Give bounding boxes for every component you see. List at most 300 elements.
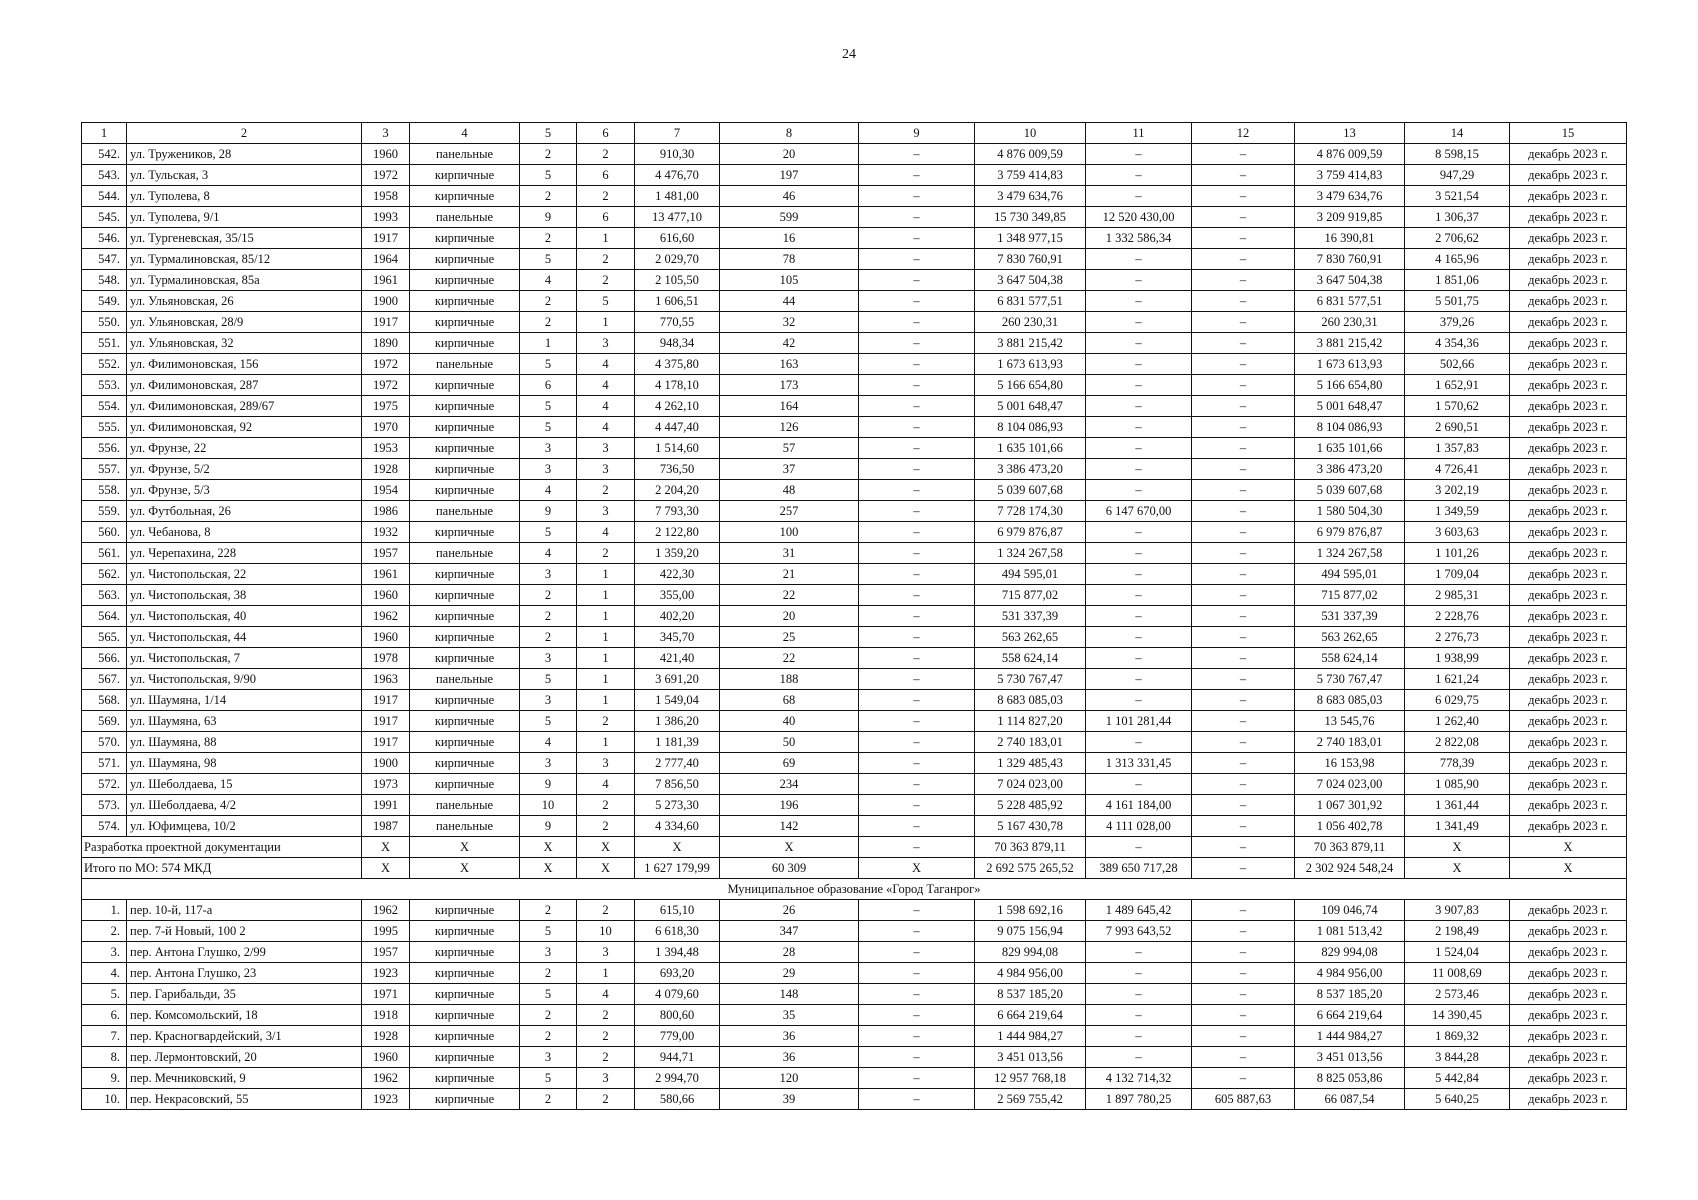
table-cell: 1962	[362, 606, 410, 627]
table-cell: 615,10	[635, 900, 720, 921]
table-cell: 4	[577, 774, 635, 795]
table-cell: 1 349,59	[1405, 501, 1510, 522]
row-number-cell: 566.	[82, 648, 127, 669]
table-cell: декабрь 2023 г.	[1510, 1068, 1627, 1089]
table-cell: декабрь 2023 г.	[1510, 354, 1627, 375]
table-cell: 580,66	[635, 1089, 720, 1110]
table-cell: –	[1192, 165, 1295, 186]
address-cell: ул. Шаумяна, 98	[127, 753, 362, 774]
table-cell: –	[1086, 669, 1192, 690]
table-cell: 1954	[362, 480, 410, 501]
table-cell: 3 386 473,20	[1295, 459, 1405, 480]
table-cell: 2 994,70	[635, 1068, 720, 1089]
row-number-cell: 546.	[82, 228, 127, 249]
table-cell: 2	[577, 1005, 635, 1026]
table-row	[82, 585, 1627, 606]
table-cell: –	[859, 984, 975, 1005]
table-cell: 599	[720, 207, 859, 228]
table-cell: декабрь 2023 г.	[1510, 774, 1627, 795]
table-cell: –	[1192, 669, 1295, 690]
table-cell: 2 228,76	[1405, 606, 1510, 627]
table-row	[82, 711, 1627, 732]
table-cell: кирпичные	[410, 186, 520, 207]
table-cell: 39	[720, 1089, 859, 1110]
table-cell: –	[859, 921, 975, 942]
table-cell: –	[859, 837, 975, 858]
table-cell: 693,20	[635, 963, 720, 984]
table-cell: 1995	[362, 921, 410, 942]
address-cell: ул. Чебанова, 8	[127, 522, 362, 543]
table-cell: 4 165,96	[1405, 249, 1510, 270]
table-cell: –	[1086, 585, 1192, 606]
table-cell: 260 230,31	[1295, 312, 1405, 333]
table-cell: 948,34	[635, 333, 720, 354]
table-cell: 5 166 654,80	[1295, 375, 1405, 396]
table-cell: –	[1192, 753, 1295, 774]
table-cell: 173	[720, 375, 859, 396]
table-row	[82, 249, 1627, 270]
table-cell: 4 111 028,00	[1086, 816, 1192, 837]
table-cell: X	[1510, 858, 1627, 879]
table-cell: –	[1192, 984, 1295, 1005]
table-cell: 3 451 013,56	[975, 1047, 1086, 1068]
table-cell: –	[1192, 711, 1295, 732]
row-number-cell: 548.	[82, 270, 127, 291]
table-cell: 3 691,20	[635, 669, 720, 690]
table-cell: –	[1086, 375, 1192, 396]
table-cell: 4	[520, 732, 577, 753]
row-number-cell: 555.	[82, 417, 127, 438]
table-cell: панельные	[410, 354, 520, 375]
table-cell: –	[1192, 1005, 1295, 1026]
table-cell: панельные	[410, 795, 520, 816]
table-cell: панельные	[410, 501, 520, 522]
table-cell: 1 181,39	[635, 732, 720, 753]
table-cell: –	[1192, 858, 1295, 879]
address-cell: ул. Филимоновская, 289/67	[127, 396, 362, 417]
table-row	[82, 1026, 1627, 1047]
table-cell: 1987	[362, 816, 410, 837]
table-cell: 494 595,01	[1295, 564, 1405, 585]
table-cell: –	[1192, 291, 1295, 312]
table-cell: декабрь 2023 г.	[1510, 627, 1627, 648]
table-cell: 15 730 349,85	[975, 207, 1086, 228]
table-cell: 20	[720, 144, 859, 165]
table-cell: 48	[720, 480, 859, 501]
table-cell: 2 276,73	[1405, 627, 1510, 648]
table-cell: 5 228 485,92	[975, 795, 1086, 816]
table-cell: 3	[520, 564, 577, 585]
table-cell: 8 683 085,03	[975, 690, 1086, 711]
address-cell: ул. Шаумяна, 88	[127, 732, 362, 753]
row-number-cell: 564.	[82, 606, 127, 627]
table-cell: 1 394,48	[635, 942, 720, 963]
table-cell: кирпичные	[410, 396, 520, 417]
table-cell: декабрь 2023 г.	[1510, 480, 1627, 501]
table-cell: кирпичные	[410, 711, 520, 732]
table-cell: –	[859, 543, 975, 564]
table-cell: 1 481,00	[635, 186, 720, 207]
table-cell: 2	[520, 606, 577, 627]
table-cell: –	[859, 438, 975, 459]
table-cell: декабрь 2023 г.	[1510, 984, 1627, 1005]
table-cell: X	[362, 858, 410, 879]
table-cell: 36	[720, 1026, 859, 1047]
table-cell: 2	[520, 1026, 577, 1047]
table-cell: 6	[577, 207, 635, 228]
table-cell: 5	[520, 165, 577, 186]
table-cell: 3	[577, 501, 635, 522]
row-number-cell: 542.	[82, 144, 127, 165]
table-cell: –	[859, 627, 975, 648]
table-cell: –	[859, 270, 975, 291]
table-cell: 1 324 267,58	[975, 543, 1086, 564]
table-cell: 1 598 692,16	[975, 900, 1086, 921]
table-cell: кирпичные	[410, 690, 520, 711]
table-cell: 40	[720, 711, 859, 732]
table-cell: –	[859, 564, 975, 585]
table-cell: декабрь 2023 г.	[1510, 648, 1627, 669]
table-cell: 60 309	[720, 858, 859, 879]
table-cell: 148	[720, 984, 859, 1005]
table-cell: 26	[720, 900, 859, 921]
row-number-cell: 2.	[82, 921, 127, 942]
table-cell: 2	[520, 627, 577, 648]
column-number-header: 2	[127, 123, 362, 144]
table-cell: декабрь 2023 г.	[1510, 375, 1627, 396]
table-cell: панельные	[410, 816, 520, 837]
table-cell: –	[1192, 1068, 1295, 1089]
table-cell: 2	[577, 480, 635, 501]
table-cell: X	[720, 837, 859, 858]
table-row	[82, 795, 1627, 816]
table-cell: 11 008,69	[1405, 963, 1510, 984]
address-cell: ул. Шаумяна, 63	[127, 711, 362, 732]
table-row	[82, 690, 1627, 711]
column-number-header: 11	[1086, 123, 1192, 144]
table-cell: 1 869,32	[1405, 1026, 1510, 1047]
table-cell: кирпичные	[410, 564, 520, 585]
table-cell: X	[362, 837, 410, 858]
table-cell: декабрь 2023 г.	[1510, 900, 1627, 921]
table-cell: X	[635, 837, 720, 858]
table-cell: 1972	[362, 375, 410, 396]
table-cell: кирпичные	[410, 753, 520, 774]
row-number-cell: 573.	[82, 795, 127, 816]
table-cell: 2	[577, 795, 635, 816]
row-number-cell: 545.	[82, 207, 127, 228]
table-cell: –	[859, 774, 975, 795]
table-cell: –	[859, 480, 975, 501]
table-cell: 3	[577, 942, 635, 963]
table-cell: –	[1192, 543, 1295, 564]
address-cell: пер. Антона Глушко, 2/99	[127, 942, 362, 963]
table-cell: 3 759 414,83	[1295, 165, 1405, 186]
table-cell: –	[859, 585, 975, 606]
table-row	[82, 606, 1627, 627]
table-cell: 1 341,49	[1405, 816, 1510, 837]
table-cell: кирпичные	[410, 732, 520, 753]
column-number-header: 3	[362, 123, 410, 144]
table-cell: 9	[520, 207, 577, 228]
table-cell: –	[1086, 354, 1192, 375]
table-cell: декабрь 2023 г.	[1510, 564, 1627, 585]
table-cell: 829 994,08	[975, 942, 1086, 963]
table-cell: 29	[720, 963, 859, 984]
table-cell: 2	[520, 1005, 577, 1026]
table-cell: 164	[720, 396, 859, 417]
table-cell: 105	[720, 270, 859, 291]
table-cell: 78	[720, 249, 859, 270]
table-cell: 46	[720, 186, 859, 207]
table-cell: –	[859, 396, 975, 417]
table-cell: 1 081 513,42	[1295, 921, 1405, 942]
table-cell: 7 830 760,91	[975, 249, 1086, 270]
table-cell: 44	[720, 291, 859, 312]
table-cell: 3 907,83	[1405, 900, 1510, 921]
table-cell: 4 984 956,00	[975, 963, 1086, 984]
table-cell: 1 444 984,27	[975, 1026, 1086, 1047]
table-cell: –	[1192, 1047, 1295, 1068]
table-cell: X	[520, 837, 577, 858]
table-cell: 947,29	[1405, 165, 1510, 186]
table-cell: –	[1086, 690, 1192, 711]
table-cell: 1 067 301,92	[1295, 795, 1405, 816]
table-cell: кирпичные	[410, 333, 520, 354]
table-cell: –	[1192, 732, 1295, 753]
table-cell: 2	[520, 144, 577, 165]
table-cell: декабрь 2023 г.	[1510, 228, 1627, 249]
table-cell: 70 363 879,11	[975, 837, 1086, 858]
table-cell: кирпичные	[410, 606, 520, 627]
row-number-cell: 569.	[82, 711, 127, 732]
row-number-cell: 559.	[82, 501, 127, 522]
table-cell: 5	[520, 396, 577, 417]
table-cell: декабрь 2023 г.	[1510, 606, 1627, 627]
row-number-cell: 544.	[82, 186, 127, 207]
table-row	[82, 312, 1627, 333]
table-cell: 4 132 714,32	[1086, 1068, 1192, 1089]
table-cell: –	[1192, 501, 1295, 522]
table-cell: 6 618,30	[635, 921, 720, 942]
table-cell: 188	[720, 669, 859, 690]
table-cell: –	[1086, 564, 1192, 585]
table-cell: –	[1086, 942, 1192, 963]
table-cell: 1 673 613,93	[1295, 354, 1405, 375]
table-cell: –	[859, 459, 975, 480]
table-cell: 70 363 879,11	[1295, 837, 1405, 858]
table-cell: –	[859, 186, 975, 207]
address-cell: ул. Филимоновская, 92	[127, 417, 362, 438]
table-cell: 2 777,40	[635, 753, 720, 774]
table-cell: 1 851,06	[1405, 270, 1510, 291]
table-row	[82, 291, 1627, 312]
table-cell: 2	[577, 1026, 635, 1047]
table-cell: –	[859, 900, 975, 921]
table-cell: 1991	[362, 795, 410, 816]
table-cell: 4	[577, 375, 635, 396]
table-cell: 5 730 767,47	[1295, 669, 1405, 690]
table-cell: 25	[720, 627, 859, 648]
table-cell: 1 348 977,15	[975, 228, 1086, 249]
table-row	[82, 354, 1627, 375]
table-cell: 1 524,04	[1405, 942, 1510, 963]
table-cell: кирпичные	[410, 1047, 520, 1068]
table-cell: 2	[577, 816, 635, 837]
address-cell: ул. Шеболдаева, 4/2	[127, 795, 362, 816]
table-cell: 2	[577, 186, 635, 207]
table-cell: декабрь 2023 г.	[1510, 963, 1627, 984]
table-cell: 3 451 013,56	[1295, 1047, 1405, 1068]
table-cell: 4 876 009,59	[1295, 144, 1405, 165]
table-cell: 605 887,63	[1192, 1089, 1295, 1110]
table-cell: 531 337,39	[975, 606, 1086, 627]
table-cell: 736,50	[635, 459, 720, 480]
table-cell: 68	[720, 690, 859, 711]
table-cell: 1975	[362, 396, 410, 417]
summary-label: Разработка проектной документации	[82, 837, 362, 858]
table-cell: кирпичные	[410, 1089, 520, 1110]
table-cell: –	[1086, 1005, 1192, 1026]
table-cell: 2 105,50	[635, 270, 720, 291]
table-row	[82, 1047, 1627, 1068]
table-cell: 1917	[362, 732, 410, 753]
table-cell: 2 740 183,01	[975, 732, 1086, 753]
row-number-cell: 8.	[82, 1047, 127, 1068]
table-cell: 2 204,20	[635, 480, 720, 501]
table-cell: 2 740 183,01	[1295, 732, 1405, 753]
table-cell: панельные	[410, 144, 520, 165]
row-number-cell: 557.	[82, 459, 127, 480]
table-cell: X	[1510, 837, 1627, 858]
table-cell: декабрь 2023 г.	[1510, 795, 1627, 816]
table-cell: –	[1192, 417, 1295, 438]
table-cell: –	[859, 795, 975, 816]
table-cell: декабрь 2023 г.	[1510, 312, 1627, 333]
address-cell: ул. Шаумяна, 1/14	[127, 690, 362, 711]
table-cell: 422,30	[635, 564, 720, 585]
table-row	[82, 270, 1627, 291]
table-cell: 5 442,84	[1405, 1068, 1510, 1089]
table-cell: 163	[720, 354, 859, 375]
row-number-cell: 574.	[82, 816, 127, 837]
table-cell: 100	[720, 522, 859, 543]
table-cell: декабрь 2023 г.	[1510, 501, 1627, 522]
table-cell: 1 101 281,44	[1086, 711, 1192, 732]
table-row	[82, 627, 1627, 648]
table-cell: кирпичные	[410, 648, 520, 669]
table-cell: 4	[520, 480, 577, 501]
table-body	[82, 123, 1627, 1110]
table-cell: 4	[520, 270, 577, 291]
table-cell: 3 521,54	[1405, 186, 1510, 207]
table-cell: 35	[720, 1005, 859, 1026]
column-number-header: 5	[520, 123, 577, 144]
table-cell: 10	[520, 795, 577, 816]
table-row	[82, 774, 1627, 795]
table-cell: 3 479 634,76	[1295, 186, 1405, 207]
table-cell: декабрь 2023 г.	[1510, 186, 1627, 207]
table-cell: –	[859, 165, 975, 186]
address-cell: пер. Антона Глушко, 23	[127, 963, 362, 984]
table-cell: 120	[720, 1068, 859, 1089]
table-cell: –	[1086, 837, 1192, 858]
table-cell: –	[1086, 333, 1192, 354]
table-cell: 347	[720, 921, 859, 942]
table-cell: декабрь 2023 г.	[1510, 1026, 1627, 1047]
table-cell: 5 501,75	[1405, 291, 1510, 312]
table-cell: 1972	[362, 165, 410, 186]
column-number-header: 15	[1510, 123, 1627, 144]
table-cell: X	[859, 858, 975, 879]
table-cell: 5 039 607,68	[1295, 480, 1405, 501]
table-cell: 4	[577, 417, 635, 438]
column-number-header: 7	[635, 123, 720, 144]
table-cell: 563 262,65	[1295, 627, 1405, 648]
table-cell: кирпичные	[410, 375, 520, 396]
row-number-cell: 547.	[82, 249, 127, 270]
table-cell: –	[859, 942, 975, 963]
table-cell: 3 647 504,38	[1295, 270, 1405, 291]
row-number-cell: 550.	[82, 312, 127, 333]
row-number-cell: 1.	[82, 900, 127, 921]
table-cell: –	[1192, 816, 1295, 837]
table-cell: декабрь 2023 г.	[1510, 438, 1627, 459]
column-number-header: 6	[577, 123, 635, 144]
table-cell: 1 101,26	[1405, 543, 1510, 564]
table-cell: 2	[520, 1089, 577, 1110]
address-cell: ул. Фрунзе, 22	[127, 438, 362, 459]
table-row	[82, 417, 1627, 438]
table-cell: кирпичные	[410, 585, 520, 606]
table-row	[82, 1089, 1627, 1110]
table-cell: 5	[520, 984, 577, 1005]
table-cell: декабрь 2023 г.	[1510, 396, 1627, 417]
table-cell: 196	[720, 795, 859, 816]
table-cell: –	[1192, 690, 1295, 711]
table-cell: 2 706,62	[1405, 228, 1510, 249]
table-cell: 4 334,60	[635, 816, 720, 837]
table-cell: 2	[520, 312, 577, 333]
table-cell: –	[1086, 291, 1192, 312]
table-cell: 1	[577, 963, 635, 984]
table-cell: 4	[577, 984, 635, 1005]
table-cell: 2	[577, 543, 635, 564]
table-cell: –	[859, 249, 975, 270]
row-number-cell: 552.	[82, 354, 127, 375]
address-cell: ул. Чистопольская, 38	[127, 585, 362, 606]
table-cell: 22	[720, 585, 859, 606]
table-cell: X	[520, 858, 577, 879]
column-number-header: 13	[1295, 123, 1405, 144]
table-cell: декабрь 2023 г.	[1510, 942, 1627, 963]
table-cell: панельные	[410, 669, 520, 690]
table-cell: 1	[577, 312, 635, 333]
table-cell: декабрь 2023 г.	[1510, 1089, 1627, 1110]
table-cell: –	[859, 753, 975, 774]
table-row	[82, 144, 1627, 165]
table-row	[82, 501, 1627, 522]
table-cell: –	[1192, 1026, 1295, 1047]
summary-row	[82, 837, 1627, 858]
table-cell: декабрь 2023 г.	[1510, 291, 1627, 312]
table-cell: –	[1192, 837, 1295, 858]
table-cell: 1 332 586,34	[1086, 228, 1192, 249]
table-cell: 1960	[362, 585, 410, 606]
row-number-cell: 549.	[82, 291, 127, 312]
table-cell: 1973	[362, 774, 410, 795]
table-cell: 3	[520, 648, 577, 669]
